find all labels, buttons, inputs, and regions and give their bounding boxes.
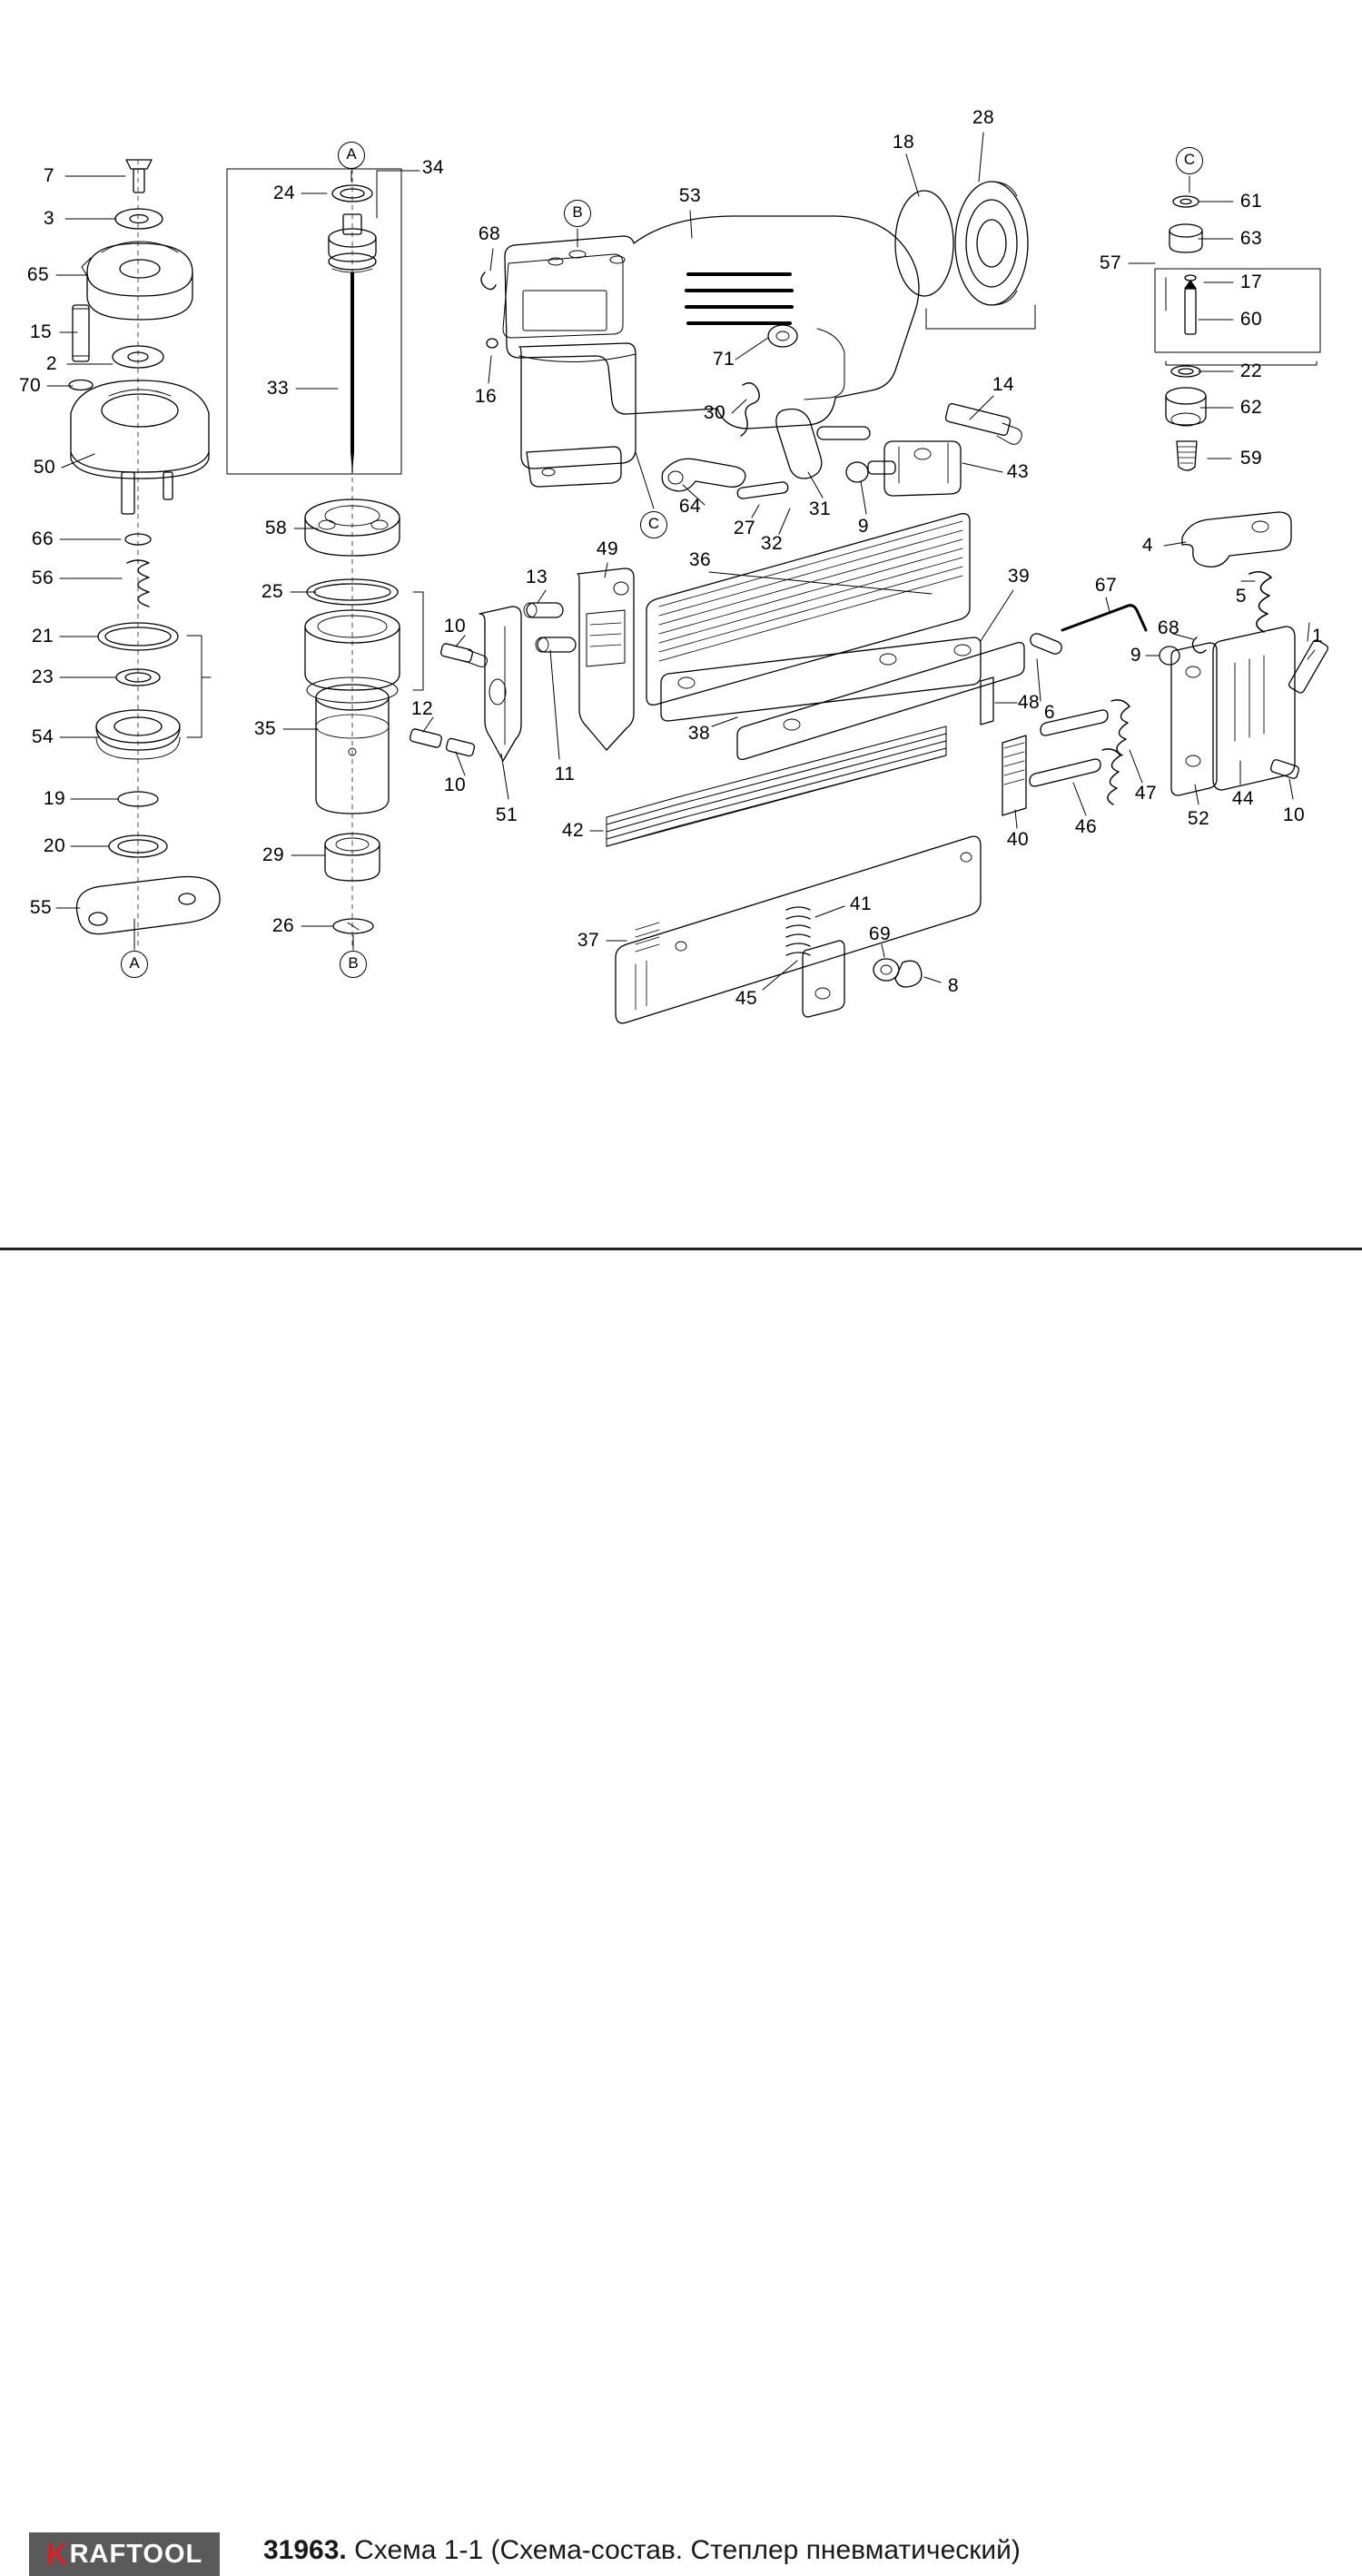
part-callout-69: 69 bbox=[868, 923, 892, 944]
part-callout-66: 66 bbox=[31, 528, 54, 549]
part-callout-48: 48 bbox=[1017, 692, 1041, 713]
part-callout-49: 49 bbox=[596, 538, 619, 559]
part-callout-70: 70 bbox=[18, 375, 42, 396]
part-callout-5: 5 bbox=[1235, 586, 1248, 607]
part-callout-33: 33 bbox=[266, 378, 290, 399]
part-callout-24: 24 bbox=[272, 183, 296, 203]
part-callout-55: 55 bbox=[29, 897, 53, 918]
part-callout-13: 13 bbox=[525, 567, 548, 587]
part-callout-23: 23 bbox=[31, 666, 54, 687]
part-callout-9: 9 bbox=[1130, 645, 1142, 666]
diagram-code: 31963. bbox=[263, 2535, 347, 2565]
part-callout-54: 54 bbox=[31, 726, 54, 747]
exploded-diagram bbox=[0, 0, 1362, 1253]
part-callout-6: 6 bbox=[1043, 702, 1056, 723]
part-callout-17: 17 bbox=[1239, 271, 1263, 292]
part-callout-67: 67 bbox=[1094, 575, 1118, 596]
part-callout-61: 61 bbox=[1239, 191, 1263, 212]
part-callout-8: 8 bbox=[947, 975, 960, 996]
marker-b-top: B bbox=[564, 200, 591, 227]
part-callout-62: 62 bbox=[1239, 397, 1263, 418]
part-callout-10: 10 bbox=[443, 616, 467, 637]
part-callout-45: 45 bbox=[735, 988, 758, 1009]
part-callout-64: 64 bbox=[678, 496, 702, 517]
part-callout-63: 63 bbox=[1239, 228, 1263, 249]
logo-wordmark: RAFTOOL bbox=[69, 2539, 203, 2569]
part-callout-18: 18 bbox=[892, 132, 915, 153]
part-callout-9: 9 bbox=[857, 516, 870, 537]
part-callout-68: 68 bbox=[478, 223, 501, 244]
part-callout-27: 27 bbox=[733, 518, 756, 538]
part-callout-47: 47 bbox=[1134, 783, 1158, 804]
part-callout-10: 10 bbox=[1282, 804, 1306, 825]
part-callout-22: 22 bbox=[1239, 360, 1263, 381]
part-callout-14: 14 bbox=[992, 374, 1015, 395]
part-callout-4: 4 bbox=[1141, 535, 1154, 556]
part-callout-31: 31 bbox=[808, 498, 832, 519]
part-callout-12: 12 bbox=[410, 698, 434, 719]
part-callout-25: 25 bbox=[261, 581, 284, 602]
part-callout-39: 39 bbox=[1007, 566, 1031, 587]
part-callout-52: 52 bbox=[1187, 808, 1210, 829]
part-callout-56: 56 bbox=[31, 568, 54, 588]
part-callout-40: 40 bbox=[1006, 829, 1030, 850]
part-callout-7: 7 bbox=[43, 165, 55, 186]
part-callout-2: 2 bbox=[45, 353, 58, 374]
marker-a-bottom: A bbox=[121, 951, 148, 978]
part-callout-59: 59 bbox=[1239, 448, 1263, 469]
part-callout-38: 38 bbox=[687, 723, 711, 744]
part-callout-50: 50 bbox=[33, 457, 56, 478]
part-callout-46: 46 bbox=[1074, 816, 1098, 837]
part-callout-51: 51 bbox=[495, 804, 518, 825]
part-callout-11: 11 bbox=[554, 764, 576, 785]
part-callout-53: 53 bbox=[678, 185, 702, 206]
part-callout-37: 37 bbox=[577, 930, 600, 951]
part-callout-3: 3 bbox=[43, 208, 55, 229]
part-callout-44: 44 bbox=[1231, 788, 1255, 809]
logo-initial: K bbox=[45, 2537, 69, 2571]
part-callout-26: 26 bbox=[271, 915, 295, 936]
part-callout-36: 36 bbox=[688, 549, 712, 570]
part-callout-43: 43 bbox=[1006, 461, 1030, 482]
diagram-title bbox=[263, 2535, 1021, 2566]
part-callout-57: 57 bbox=[1099, 252, 1122, 273]
marker-c-top: C bbox=[1176, 147, 1203, 174]
part-callout-20: 20 bbox=[43, 835, 66, 856]
part-callout-65: 65 bbox=[26, 264, 50, 285]
part-callout-28: 28 bbox=[972, 107, 995, 128]
marker-b-bottom: B bbox=[340, 951, 367, 978]
part-callout-21: 21 bbox=[31, 626, 54, 646]
part-callout-34: 34 bbox=[421, 157, 445, 178]
part-callout-29: 29 bbox=[262, 844, 285, 865]
part-callout-68: 68 bbox=[1157, 617, 1180, 638]
part-callout-19: 19 bbox=[43, 788, 66, 809]
part-callout-10: 10 bbox=[443, 775, 467, 795]
part-callout-58: 58 bbox=[264, 518, 288, 538]
marker-a-top: A bbox=[338, 142, 365, 169]
part-callout-71: 71 bbox=[712, 349, 735, 370]
part-callout-32: 32 bbox=[760, 533, 784, 554]
part-callout-60: 60 bbox=[1239, 309, 1263, 330]
part-callout-16: 16 bbox=[474, 386, 498, 407]
marker-c-body: C bbox=[640, 511, 667, 538]
part-callout-30: 30 bbox=[703, 402, 726, 423]
kraftool-logo bbox=[29, 2532, 220, 2576]
footer bbox=[0, 1250, 1362, 2571]
part-callout-15: 15 bbox=[29, 321, 53, 342]
part-callout-1: 1 bbox=[1311, 626, 1324, 646]
part-callout-35: 35 bbox=[253, 718, 277, 739]
diagram-description: Схема 1-1 (Схема-состав. Степлер пневматический) bbox=[354, 2535, 1021, 2565]
part-callout-41: 41 bbox=[849, 893, 873, 914]
part-callout-42: 42 bbox=[561, 820, 585, 841]
